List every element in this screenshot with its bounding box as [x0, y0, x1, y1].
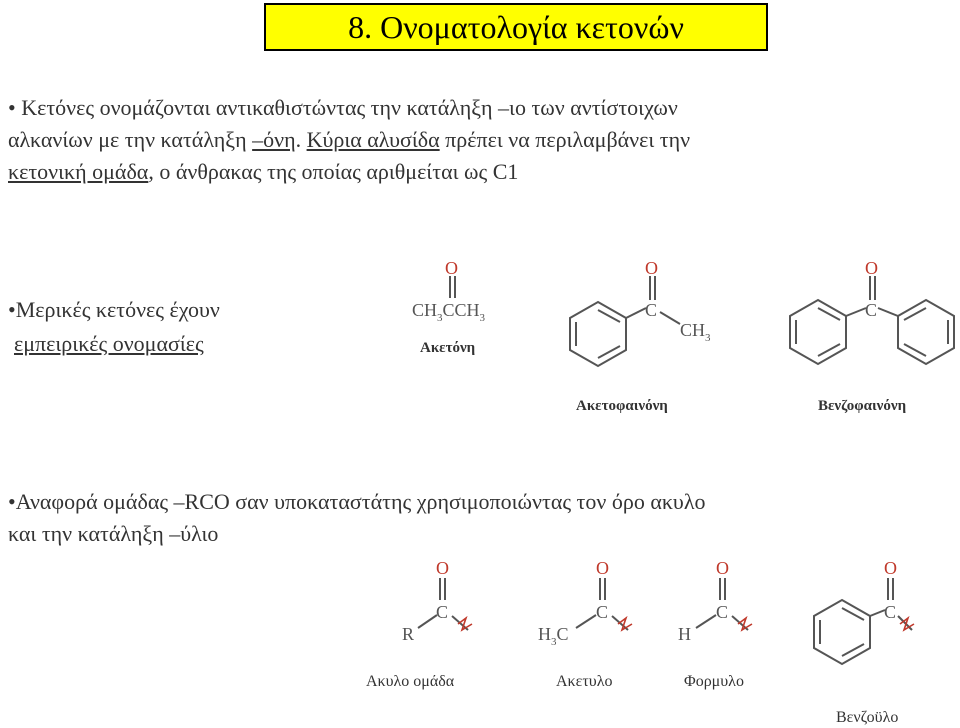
ketone-group: κετονική ομάδα	[8, 159, 149, 184]
acyl-label: Ακυλο ομάδα	[366, 673, 455, 690]
acetyl-methyl: $H_3C$	[538, 624, 569, 648]
para1-line1: • Κετόνες ονομάζονται αντικαθιστώντας την κατάληξη –ιο των αντίστοιχων	[8, 95, 678, 120]
main-chain: Κύρια αλυσίδα	[306, 127, 440, 152]
para2-line2: εμπειρικές ονομασίες	[14, 331, 204, 356]
formyl-h: H	[678, 624, 691, 644]
para3-line1-text: Αναφορά ομάδας –RCO σαν υποκαταστάτης χρησιμοποιώντας τον όρο ακυλο	[15, 489, 706, 514]
benzoyl-carbon: C	[884, 602, 897, 622]
para1-line2-a: αλκανίων με την κατάληξη	[8, 127, 253, 152]
para1-line2-e: πρέπει να περιλαμβάνει την	[439, 127, 691, 152]
acetyl-oxygen: O	[596, 558, 609, 578]
acetophenone-label: Ακετοφαινόνη	[576, 398, 668, 414]
para3-line1: •Αναφορά ομάδας –RCO σαν υποκαταστάτης χρησιμοποιώντας τον όρο ακυλο	[8, 489, 706, 514]
suffix-one: –όνη	[252, 127, 296, 152]
formyl-carbon: C	[716, 602, 729, 622]
acyl-r: R	[402, 624, 415, 644]
benzophenone-carbon: C	[865, 300, 878, 320]
acetone-label: Ακετόνη	[420, 340, 476, 356]
acetone-oxygen: O	[445, 258, 458, 278]
acetyl-carbon: C	[596, 602, 609, 622]
para3-line2: και την κατάληξη –ύλιο	[8, 521, 219, 546]
benzoyl-oxygen: O	[884, 558, 897, 578]
para2-line1: •Μερικές κετόνες έχουν	[8, 297, 220, 322]
acetophenone-methyl: $CH_3$	[680, 320, 711, 344]
page-title: 8. Ονοματολογία κετονών	[348, 8, 684, 45]
acetyl-label: Ακετυλο	[556, 673, 613, 690]
para2-line1-text: Μερικές κετόνες έχουν	[15, 297, 220, 322]
acetone-formula: $CH_3CCH_3$	[412, 300, 486, 324]
acyl-oxygen: O	[436, 558, 449, 578]
formyl-label: Φορμυλο	[684, 673, 744, 690]
benzophenone-label: Βενζοφαινόνη	[818, 398, 907, 414]
para1-line3-b: , ο άνθρακας της οποίας αριθμείται ως C1	[148, 159, 519, 184]
para1-line1-text: Κετόνες ονομάζονται αντικαθιστώντας την κατάληξη –ιο των αντίστοιχων	[21, 95, 678, 120]
benzophenone-oxygen: O	[865, 258, 878, 278]
acetophenone-carbon: C	[645, 300, 658, 320]
formyl-oxygen: O	[716, 558, 729, 578]
para1-line2-c: .	[295, 127, 307, 152]
acyl-carbon: C	[436, 602, 449, 622]
acetophenone-oxygen: O	[645, 258, 658, 278]
benzoyl-label: Βενζοϋλο	[836, 709, 899, 726]
